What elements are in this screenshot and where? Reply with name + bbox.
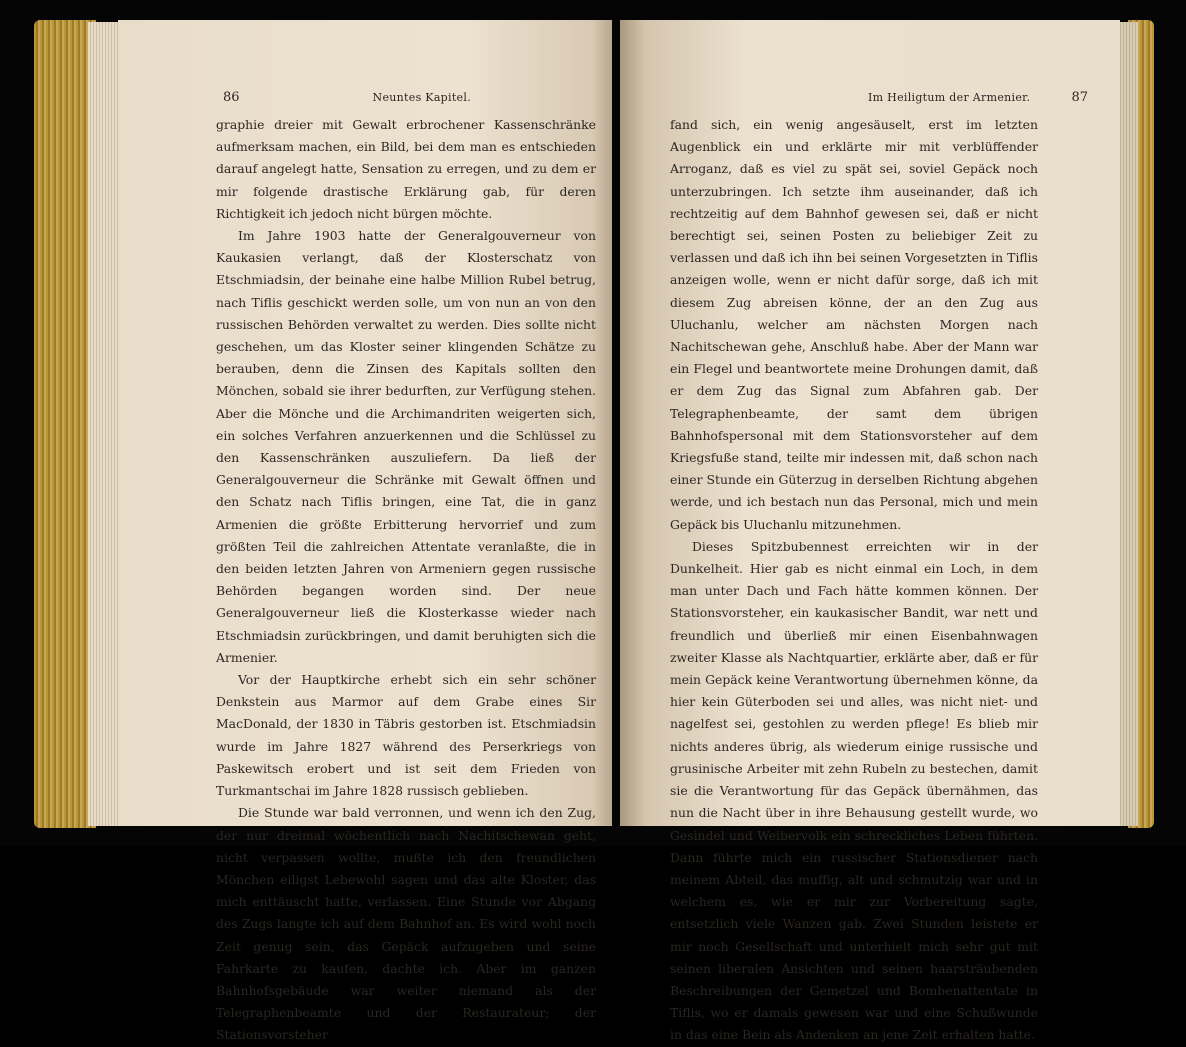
left-page [118, 20, 612, 1043]
book-cover-left [34, 20, 96, 828]
left-running-title: Neuntes Kapitel. [372, 91, 471, 104]
right-running-title: Im Heiligtum der Armenier. [868, 91, 1031, 104]
left-page-text [216, 114, 596, 1047]
paragraph: fand sich, ein wenig angesäuselt, erst im letzten Augenblick ein und erklärte mir mit verblüffender Arroganz, daß es viel zu spät sei, soviel Gepäck noch unterzubringen. Ich setzte ihm auseinander, daß ich rechtzeitig auf dem Bahnhof gewesen sei, daß er nicht berechtigt sei, seinen Posten zu beliebiger Zeit zu verlassen und daß ich ihn bei seinen Vorgesetzten in Tiflis anzeigen wolle, wenn er nicht dafür sorge, daß ich mit diesem Zug abreisen könne, der an den Zug aus Uluchanlu, welcher am nächsten Morgen nach Nachitschewan gehe, Anschluß habe. Aber der Mann war ein Flegel und beantwortete meine Drohungen damit, daß er dem Zug das Signal zum Abfahren gab. Der Telegraphenbeamte, der samt dem übrigen Bahnhofspersonal mit dem Stationsvorsteher auf dem Kriegsfuße stand, teilte mir indessen mit, daß schon nach einer Stunde ein Güterzug in derselben Richtung abgehen werde, und ich bestach nun das Personal, mich und mein Gepäck bis Uluchanlu mitzunehmen. [670, 117, 1038, 532]
paragraph: graphie dreier mit Gewalt erbrochener Kassenschränke aufmerksam machen, ein Bild, bei dem man es entschieden darauf angelegt hatte, Sensation zu erregen, und zu dem er mir folgende drastische Erklärung gab, für deren Richtigkeit ich jedoch nicht bürgen möchte. [216, 117, 596, 221]
right-page-number: 87 [1071, 90, 1088, 105]
paragraph: Im Jahre 1903 hatte der Generalgouverneur von Kaukasien verlangt, daß der Klosterschatz von Etschmiadsin, der beinahe eine halbe Million Rubel betrug, nach Tiflis geschickt werden solle, um von nun an von den russischen Behörden verwaltet zu werden. Dies sollte nicht geschehen, um das Kloster seiner klingenden Schätze zu berauben, denn die Zinsen des Kapitals sollten den Mönchen, sobald sie ihrer bedurften, zur Verfügung stehen. Aber die Mönche und die Archimandriten weigerten sich, ein solches Verfahren anzuerkennen und die Schlüssel zu den Kassenschränken auszuliefern. Da ließ der Generalgouverneur die Schränke mit Gewalt öffnen und den Schatz nach Tiflis bringen, eine Tat, die in ganz Armenien die größte Erbitterung hervorrief und zum größten Teil die zahlreichen Attentate veranlaßte, die in den beiden letzten Jahren von Armeniern gegen russische Behörden begangen worden sind. Der neue Generalgouverneur ließ die Klosterkasse wieder nach Etschmiadsin zurückbringen, und damit beruhigten sich die Armenier. [216, 228, 596, 665]
right-running-head [788, 90, 1088, 105]
left-page-number: 86 [223, 90, 240, 105]
right-page [620, 20, 1120, 1043]
paragraph: Vor der Hauptkirche erhebt sich ein sehr schöner Denkstein aus Marmor auf dem Grabe eines Sir MacDonald, der 1830 in Täbris gestorben ist. Etschmiadsin wurde im Jahre 1827 während des Perserkriegs von Paskewitsch erobert und ist seit dem Frieden von Turkmantschai im Jahre 1828 russisch geblieben. [216, 672, 596, 799]
left-running-head [223, 90, 599, 105]
paragraph: Dieses Spitzbubennest erreichten wir in der Dunkelheit. Hier gab es nicht einmal ein Loch, in dem man unter Dach und Fach hätte kommen können. Der Stationsvorsteher, ein kaukasischer Bandit, war nett und freundlich und überließ mir einen Eisenbahnwagen zweiter Klasse als Nachtquartier, erklärte aber, daß er für mein Gepäck keine Verantwortung übernehmen könne, da hier kein Güterboden sei und alles, was nicht niet- und nagelfest sei, gestohlen zu werden pflege! Es blieb mir nichts anderes übrig, als wiederum einige russische und grusinische Arbeiter mit zehn Rubeln zu bestechen, damit sie die Verantwortung für das Gepäck übernähmen, das nun die Nacht über in ihre Behausung gestellt wurde, wo Gesindel und Weibervolk ein schreckliches Leben führten. Dann führte mich ein russischer Stationsdiener nach meinem Abteil, das muffig, alt und schmutzig war und in welchem es, wie er mir zur Vorbereitung sagte, entsetzlich viele Wanzen gab. Zwei Stunden leistete er mir noch Gesellschaft und unterhielt mich sehr gut mit seinen liberalen Ansichten und seinen haarsträubenden Beschreibungen der Gemetzel und Bombenattentate in Tiflis, wo er damals gewesen war und eine Schußwunde in das eine Bein als Andenken an jene Zeit erhalten hatte. [670, 538, 1038, 1043]
right-page-text [670, 114, 1038, 1047]
paragraph: Die Stunde war bald verronnen, und wenn ich den Zug, der nur dreimal wöchentlich nach Nachitschewan geht, nicht verpassen wollte, mußte ich den freundlichen Mönchen eiligst Lebewohl sagen und das alte Kloster, das mich enttäuscht hatte, verlassen. Eine Stunde vor Abgang des Zugs langte ich auf dem Bahnhof an. Es wird wohl noch Zeit genug sein, das Gepäck aufzugeben und seine Fahrkarte zu kaufen, dachte ich. Aber im ganzen Bahnhofsgebäude war weiter niemand als der Telegraphenbeamte und der Restaurateur; der Stationsvorsteher [216, 805, 596, 1043]
